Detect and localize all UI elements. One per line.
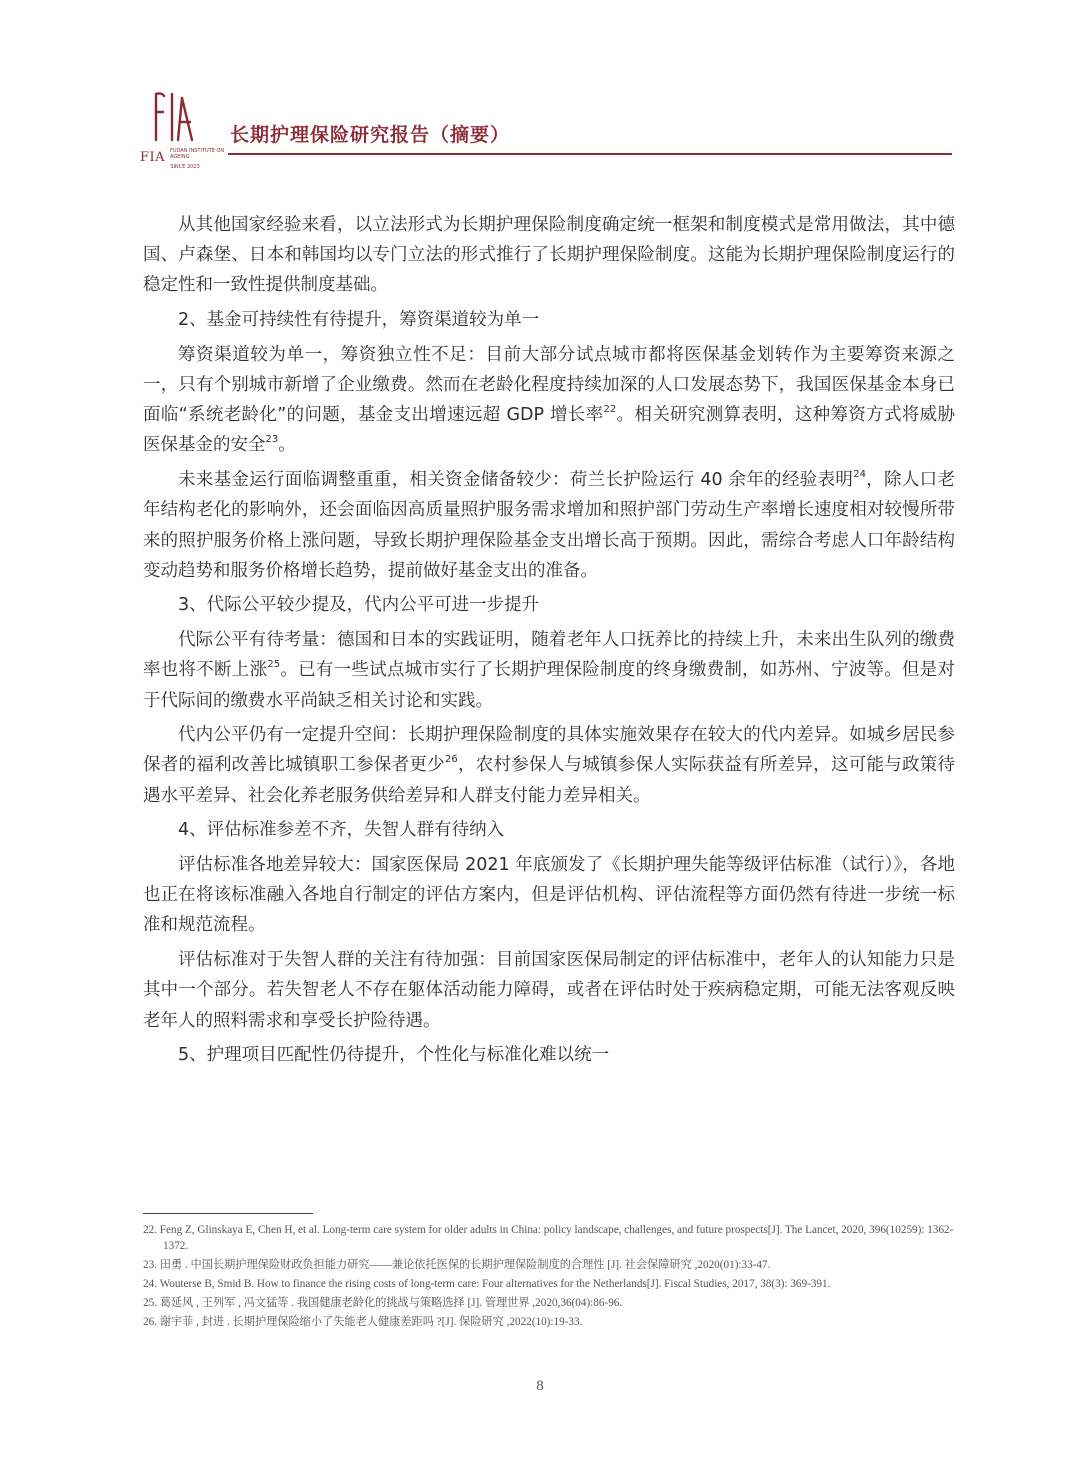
text-segment: 代内公平仍有一定提升空间：长期护理保险制度的具体实施效果存在较大的代内差异。如城乡居民参保者的福利改善比城镇职工参保者更少 <box>143 725 955 776</box>
paragraph-legislation: 从其他国家经验来看，以立法形式为长期护理保险制度确定统一框架和制度模式是常用做法，其中德国、卢森堡、日本和韩国均以专门立法的形式推行了长期护理保险制度。这能为长期护理保险制度运行的稳定性和一致性提供制度基础。 <box>143 215 955 296</box>
paragraph-funding-channels <box>143 340 955 461</box>
footnote-ref-23[interactable]: 23 <box>265 434 279 446</box>
footnote-item: 24. Wouterse B, Smid B. How to finance the rising costs of long‐term care: Four alternatives for the Netherlands[J]. Fiscal Studies, 2017, 38(3): 369-391. <box>143 1278 831 1290</box>
text-segment: 。 <box>278 435 296 456</box>
footnote-item: 22. Feng Z, Glinskaya E, Chen H, et al. Long-term care system for older adults in China: policy landscape, challenges, and future prospects[J]. The Lancet, 2020, 396(10259): 1362-1372. <box>143 1224 954 1252</box>
footnote-ref-25[interactable]: 25 <box>267 659 281 671</box>
text-segment: 筹资渠道较为单一，筹资独立性不足：目前大部分试点城市都将医保基金划转作为主要筹资来源之一，只有个别城市新增了企业缴费。然而在老龄化程度持续加深的人口发展态势下，我国医保基金本身已面临“系统老龄化”的问题，基金支出增速远超 GDP 增长率 <box>143 344 955 426</box>
paragraph-assessment-standards: 评估标准各地差异较大：国家医保局 2021 年底颁发了《长期护理失能等级评估标准（试行）》，各地也正在将该标准融入各地自行制定的评估方案内，但是评估机构、评估流程等方面仍然有待进一步统一标准和规范流程。 <box>143 855 955 936</box>
main-content <box>143 210 955 1075</box>
section-heading-5: 5、护理项目匹配性仍待提升，个性化与标准化难以统一 <box>178 1045 610 1066</box>
document-title: 长期护理保险研究报告（摘要） <box>230 124 511 146</box>
page-number: 8 <box>536 1378 544 1394</box>
footnote-item: 25. 葛延风 , 王列军 , 冯文猛等 . 我国健康老龄化的挑战与策略选择 [J]. 管理世界 ,2020,36(04):86-96. <box>143 1297 623 1309</box>
footnote-item: 26. 谢宇菲 , 封进 . 长期护理保险缩小了失能老人健康差距吗 ?[J]. 保险研究 ,2022(10):19-33. <box>143 1316 583 1328</box>
logo-wordmark: FIA <box>140 150 166 165</box>
footnote-ref-22[interactable]: 22 <box>603 404 617 416</box>
fia-logo-mark-icon <box>150 90 198 144</box>
paragraph-intragenerational <box>143 720 955 811</box>
text-segment: 。已有一些试点城市实行了长期护理保险制度的终身缴费制，如苏州、宁波等。但是对于代际间的缴费水平尚缺乏相关讨论和实践。 <box>143 660 956 711</box>
logo-subtitle: FUDAN INSTITUTE ON AGEING <box>170 148 225 160</box>
header-divider <box>228 153 952 155</box>
section-heading-2: 2、基金可持续性有待提升，筹资渠道较为单一 <box>178 310 540 331</box>
fia-logo <box>138 90 232 176</box>
logo-text-block <box>138 146 232 174</box>
footnote-ref-26[interactable]: 26 <box>444 754 458 766</box>
footnote-ref-24[interactable]: 24 <box>853 469 866 481</box>
text-segment: 未来基金运行面临调整重重，相关资金储备较少：荷兰长护险运行 40 余年的经验表明 <box>178 470 854 491</box>
paragraph-fund-reserve <box>143 465 955 586</box>
text-segment: 。相关研究测算表明，这种筹资方式将威胁医保基金的安全 <box>143 405 955 456</box>
text-segment: ，除人口老年结构老化的影响外，还会面临因高质量照护服务需求增加和照护部门劳动生产率增长速度相对较慢所带来的照护服务价格上涨问题，导致长期护理保险基金支出增长高于预期。因此，需综合考虑人口年龄结构变动趋势和服务价格增长趋势，提前做好基金支出的准备。 <box>143 470 955 581</box>
text-segment: 代际公平有待考量：德国和日本的实践证明，随着老年人口抚养比的持续上升，未来出生队列的缴费率也将不断上涨 <box>143 630 955 681</box>
footnotes <box>143 1222 955 1333</box>
page-header <box>0 0 1080 190</box>
logo-since: SINCE 2023 <box>170 164 200 170</box>
footnote-item: 23. 田勇 . 中国长期护理保险财政负担能力研究——兼论依托医保的长期护理保险制度的合理性 [J]. 社会保障研究 ,2020(01):33-47. <box>143 1259 771 1271</box>
paragraph-dementia: 评估标准对于失智人群的关注有待加强：目前国家医保局制定的评估标准中，老年人的认知能力只是其中一个部分。若失智老人不存在躯体活动能力障碍，或者在评估时处于疾病稳定期，可能无法客观反映老年人的照料需求和享受长护险待遇。 <box>143 950 955 1031</box>
footnote-divider <box>143 1213 313 1214</box>
paragraph-intergenerational <box>143 625 955 716</box>
section-heading-3: 3、代际公平较少提及，代内公平可进一步提升 <box>178 595 540 616</box>
text-segment: ，农村参保人与城镇参保人实际获益有所差异，这可能与政策待遇水平差异、社会化养老服务供给差异和人群支付能力差异相关。 <box>143 755 956 806</box>
section-heading-4: 4、评估标准参差不齐，失智人群有待纳入 <box>178 820 505 841</box>
